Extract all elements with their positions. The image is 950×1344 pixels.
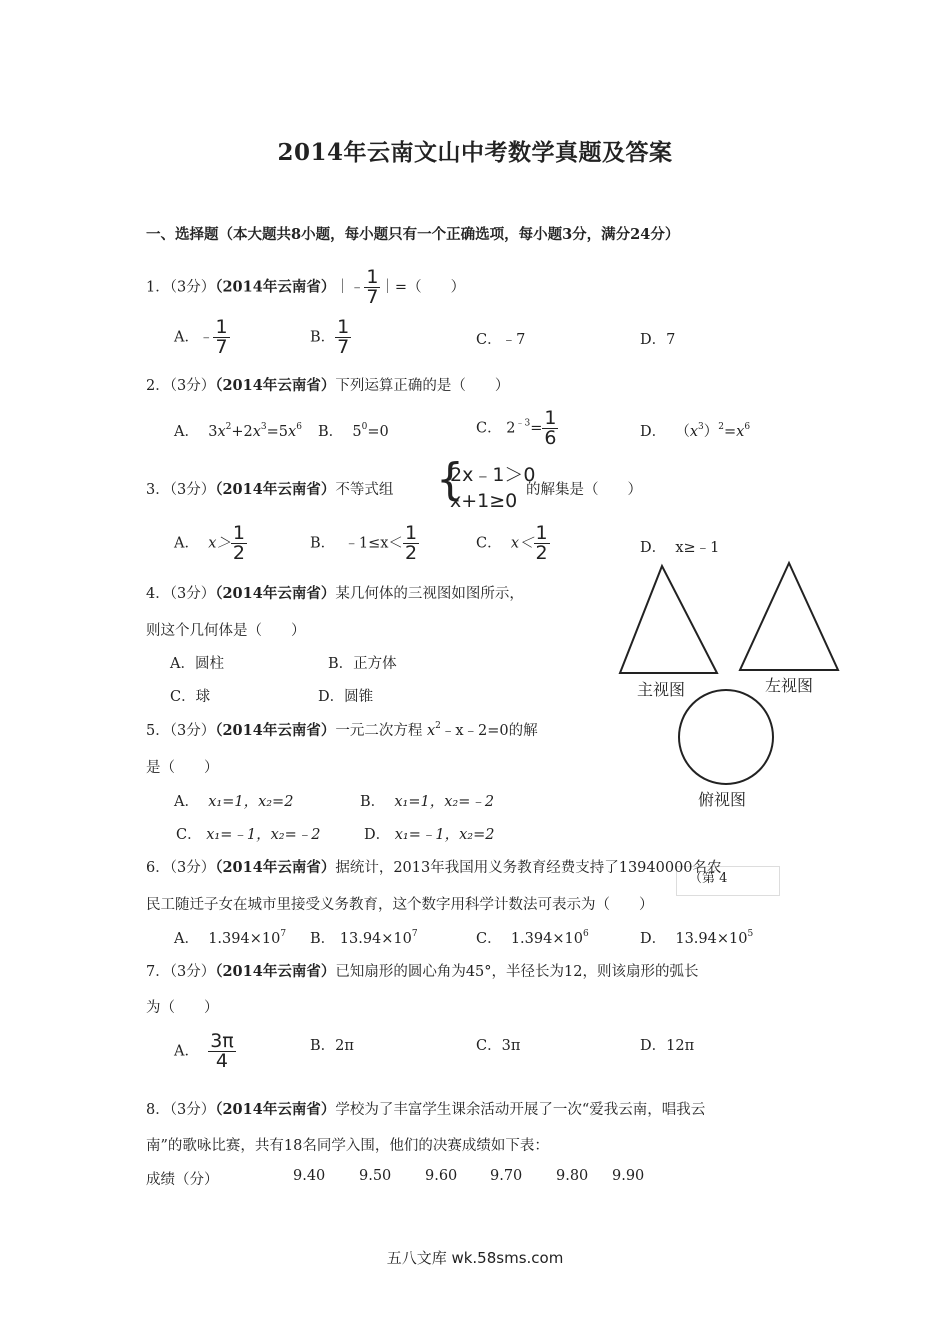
brace-icon: { [436,454,464,505]
q2-option-b: B． $5^0=0$ [318,422,389,440]
q3-option-d: D． x≥﹣1 [640,540,720,556]
q1-option-d: D．7 [640,332,676,348]
q1-option-b: B． $\frac{1}{7}$ [310,316,350,358]
q2-option-c: C． $2^{﹣3}=$ $\frac{1}{6}$ [476,407,557,449]
q4-option-b: B．正方体 [328,656,397,672]
score-cell: 9.80 [556,1168,589,1184]
q7-option-b: B．2π [310,1038,354,1054]
question-4: 4．（3分）（2014年云南省）某几何体的三视图如图所示， [146,585,524,602]
front-view-label: 主视图 [637,680,686,699]
inequality-line-1: 2x﹣1＞0 [450,464,536,486]
question-8-line2: 南”的歌咏比赛，共有18名同学入围，他们的决赛成绩如下表： [146,1138,549,1154]
top-view-label: 俯视图 [698,790,747,809]
footer-text: 五八文库 wk.58sms.com [386,1249,564,1267]
score-cell: 9.40 [293,1168,326,1184]
q3-stem-end: 的解集是（ ） [526,482,642,498]
q7-option-d: D．12π [640,1038,695,1054]
q6-option-c: C． $1.394\times 10^6$ [476,929,589,947]
q7-option-a: A． $\frac{3\pi}{4}$ [174,1030,234,1072]
q3-option-c: C． x＜ $\frac{1}{2}$ [476,522,548,564]
question-3: 3．（3分）（2014年云南省）不等式组 [146,481,394,498]
score-cell: 9.50 [359,1168,392,1184]
q2-option-d: D． $(x^3)^2=x^6$ [640,422,751,440]
question-4-line2: 则这个几何体是（ ） [146,623,306,639]
score-cell: 9.70 [490,1168,523,1184]
figure-caption: （第 4 [676,866,780,896]
score-cell: 9.60 [425,1168,458,1184]
q4-option-a: A．圆柱 [170,656,224,672]
section-heading: 一、选择题（本大题共8小题，每小题只有一个正确选项，每小题3分，满分24分） [146,226,680,243]
question-8: 8．（3分）（2014年云南省）学校为了丰富学生课余活动开展了一次“爱我云南，唱我云 [146,1101,706,1118]
q5-option-b: B． x₁=1，x₂=﹣2 [360,794,495,810]
q6-option-d: D． $13.94\times 10^5$ [640,929,754,947]
question-1: 1．（3分）（2014年云南省）｜﹣ $\frac{1}{7}$ ｜=（ ） [146,266,466,308]
q5-option-a: A． x₁=1，x₂=2 [174,794,294,810]
q6-option-a: A． $1.394\times 10^7$ [174,929,287,947]
left-view-triangle [740,563,838,670]
q3-option-a: A． x＞ $\frac{1}{2}$ [174,522,245,564]
page-title: 2014年云南文山中考数学真题及答案 [277,139,673,166]
question-6: 6．（3分）（2014年云南省）据统计，2013年我国用义务教育经费支持了13940000名农 [146,859,722,876]
q3-option-b: B． ﹣1≤x＜ $\frac{1}{2}$ [310,522,418,564]
q5-option-d: D． x₁=﹣1，x₂=2 [364,827,495,843]
question-6-line2: 民工随迁子女在城市里接受义务教育，这个数字用科学计数法可表示为（ ） [146,897,654,913]
question-7-line2: 为（ ） [146,1000,219,1016]
q2-option-a: A． $3x^2+2x^3=5x^6$ [174,422,302,440]
top-view-circle [679,690,773,784]
question-5-line2: 是（ ） [146,760,219,776]
q4-option-d: D．圆锥 [318,689,374,705]
inequality-line-2: x+1≥0 [450,490,518,512]
q1-option-c: C．﹣7 [476,332,526,348]
q1-option-a: A．﹣ $\frac{1}{7}$ [174,316,228,358]
q5-option-c: C． x₁=﹣1，x₂=﹣2 [176,827,321,843]
left-view-label: 左视图 [765,676,814,695]
front-view-triangle [620,566,717,673]
q7-option-c: C．3π [476,1038,521,1054]
score-cell: 9.90 [612,1168,645,1184]
question-2: 2．（3分）（2014年云南省）下列运算正确的是（ ） [146,377,510,394]
score-row-label: 成绩（分） [146,1172,219,1188]
q6-option-b: B． $13.94\times 10^7$ [310,929,418,947]
question-7: 7．（3分）（2014年云南省）已知扇形的圆心角为45°，半径长为12，则该扇形的弧长 [146,963,699,980]
q4-option-c: C．球 [170,689,211,705]
question-5: 5．（3分）（2014年云南省）一元二次方程 $x^2﹣x﹣2=0$的解 [146,721,538,739]
